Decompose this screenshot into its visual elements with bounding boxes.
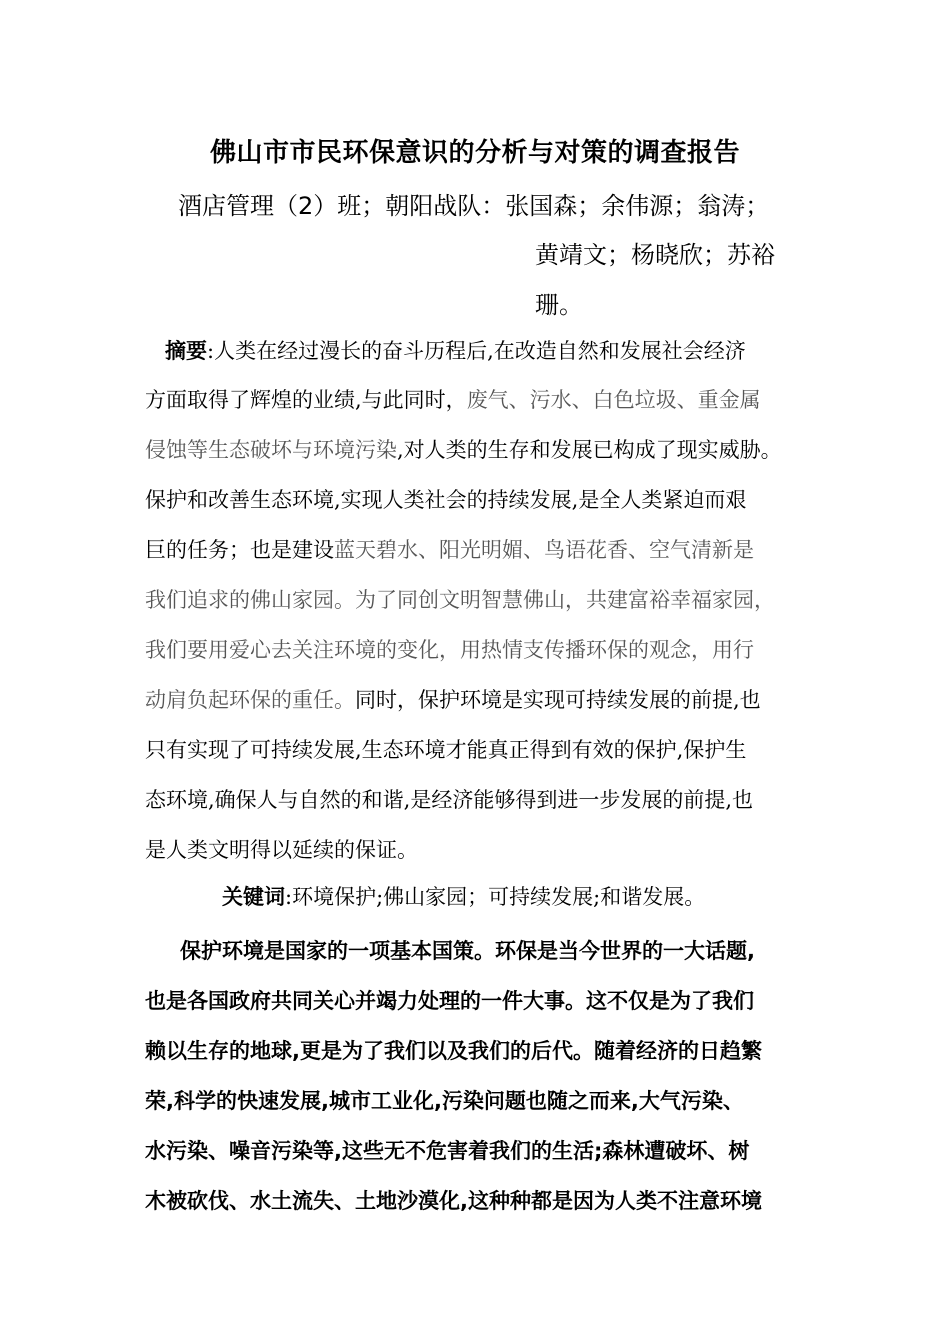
abstract-line	[145, 585, 775, 615]
abstract-segment-muted: 废气、污水、白色垃圾、重金属	[466, 388, 761, 412]
abstract-segment-muted: 侵蚀等生态破坏与环境污染	[145, 438, 397, 462]
abstract-segment-muted: 我们追求的佛山家园。为了同创文明智慧佛山，共建富裕幸福家园，	[145, 588, 775, 612]
abstract-segment-muted: 动肩负起环保的重任。	[145, 688, 355, 712]
authors-line-1: 酒店管理（2）班；朝阳战队：张国森；余伟源；翁涛；	[178, 192, 770, 220]
abstract-line	[145, 835, 418, 865]
abstract-line	[145, 735, 746, 765]
abstract-segment: 是人类文明得以延续的保证。	[145, 838, 418, 862]
abstract-segment: 保护和改善生态环境,实现人类社会的持续发展,是全人类紧迫而艰	[145, 488, 747, 512]
keywords-text: :环境保护;佛山家园；可持续发展;和谐发展。	[285, 885, 706, 909]
abstract-segment: :人类在经过漫长的奋斗历程后,在改造自然和发展社会经济	[207, 339, 746, 363]
document-title: 佛山市市民环保意识的分析与对策的调查报告	[209, 138, 740, 168]
keywords-line	[222, 882, 705, 912]
abstract-line	[165, 336, 746, 366]
abstract-line	[145, 785, 753, 815]
abstract-line	[145, 435, 782, 465]
abstract-line	[145, 685, 761, 715]
abstract-segment-muted: 我们要用爱心去关注环境的变化，用热情支传播环保的观念，用行	[145, 638, 754, 662]
keywords-label: 关键词	[222, 885, 285, 909]
body-line: 木被砍伐、水土流失、土地沙漠化,这种种都是因为人类不注意环境	[145, 1189, 762, 1213]
abstract-segment: 只有实现了可持续发展,生态环境才能真正得到有效的保护,保护生	[145, 738, 747, 762]
body-line: 荣,科学的快速发展,城市工业化,污染问题也随之而来,大气污染、	[145, 1089, 744, 1113]
abstract-line	[145, 535, 754, 565]
body-line: 保护环境是国家的一项基本国策。环保是当今世界的一大话题,	[180, 939, 755, 963]
abstract-line	[145, 485, 746, 515]
body-line: 赖以生存的地球,更是为了我们以及我们的后代。随着经济的日趋繁	[145, 1039, 762, 1063]
body-line: 水污染、噪音污染等,这些无不危害着我们的生活;森林遭破坏、树	[145, 1139, 750, 1163]
abstract-line	[145, 635, 754, 665]
abstract-label: 摘要	[165, 339, 207, 363]
abstract-segment: 态环境,确保人与自然的和谐,是经济能够得到进一步发展的前提,也	[145, 788, 754, 812]
abstract-segment: 方面取得了辉煌的业绩,与此同时，	[145, 388, 467, 412]
abstract-segment: 同时，保护环境是实现可持续发展的前提,也	[355, 688, 761, 712]
abstract-segment-muted: 蓝天碧水、阳光明媚、鸟语花香、空气清新是	[334, 538, 754, 562]
abstract-segment: 巨的任务；也是建设	[145, 538, 334, 562]
abstract-segment: ,对人类的生存和发展已构成了现实威胁。	[397, 438, 782, 462]
authors-line-2: 黄靖文；杨晓欣；苏裕	[535, 241, 775, 269]
body-line: 也是各国政府共同关心并竭力处理的一件大事。这不仅是为了我们	[145, 989, 754, 1013]
authors-line-3: 珊。	[535, 291, 583, 319]
abstract-line	[145, 385, 761, 415]
